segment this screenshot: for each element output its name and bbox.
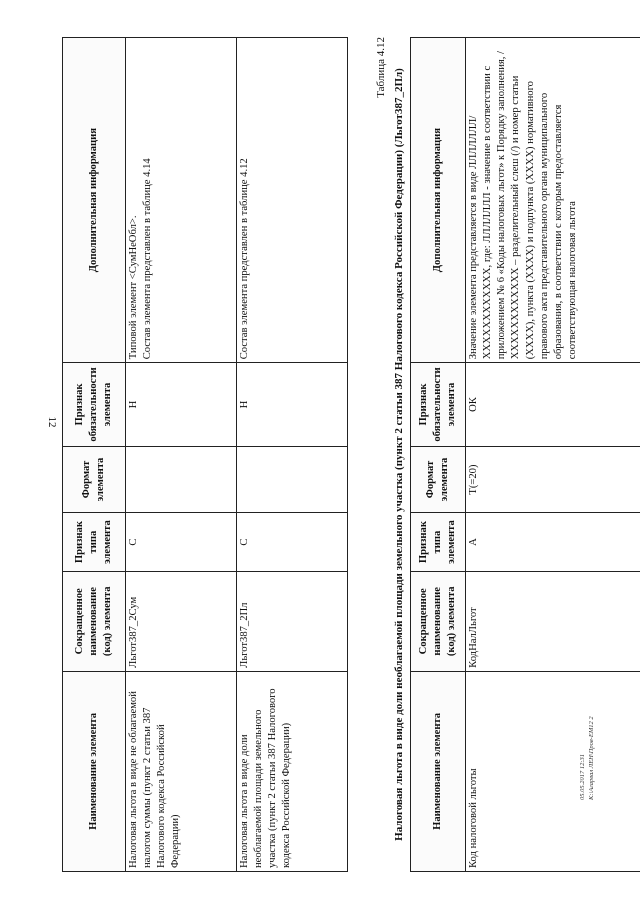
cell-name: Код налоговой льготы — [466, 671, 640, 871]
footer-timestamp: 05.05.2017 12:31 — [579, 753, 586, 800]
header-code: Сокращенное наименование (код) элемента — [411, 571, 466, 671]
table-header-row — [63, 38, 126, 872]
table-elements-top — [62, 37, 348, 872]
cell-name: Налоговая льгота в виде не облагаемой налогом суммы (пункт 2 статьи 387 Налогового кодекса Российской Федерации) — [126, 671, 237, 871]
header-name: Наименование элемента — [63, 671, 126, 871]
cell-info: Значение элемента представляется в виде ЛЛЛЛЛЛЛ/ХХХХХХХХХХХХ, где: ЛЛЛЛЛЛЛ - значение в соответствии с приложением № 6 «Коды налоговых льгот» к Порядку заполнения, /ХХХХХХХХХХХХ – разделительный слеш (/) и номер статьи (ХХХХ), пункта (ХХХХ) и подпункта (ХХХХ) нормативного правового акта представительного органа муниципального образования, в соответствии с которым предоставляется соответствующая налоговая льгота — [466, 38, 640, 363]
header-type: Признак типа элемента — [63, 513, 126, 571]
cell-type: С — [237, 513, 348, 571]
cell-required: ОК — [466, 363, 640, 446]
header-format: Формат элемента — [63, 446, 126, 513]
cell-required: Н — [126, 363, 237, 446]
cell-code: КодНалЛьгот — [466, 571, 640, 671]
cell-format — [126, 446, 237, 513]
table-row — [126, 38, 237, 872]
cell-format: T(=20) — [466, 446, 640, 513]
cell-info — [126, 38, 237, 363]
header-required: Признак обязательности элемента — [63, 363, 126, 446]
table-elements-4-12 — [410, 37, 640, 872]
header-info: Дополнительная информация — [411, 38, 466, 363]
page-number: 12 — [46, 416, 58, 428]
info-line: Состав элемента представлен в таблице 4.14 — [142, 158, 154, 360]
cell-name: Налоговая льгота в виде доли необлагаемой площади земельного участка (пункт 2 статьи 387 Налогового кодекса Российской Федерации) — [237, 671, 348, 871]
info-line: Состав элемента представлен в таблице 4.12 — [239, 158, 250, 360]
cell-type: С — [126, 513, 237, 571]
info-line: Типовой элемент <СумНеОбл>. — [128, 215, 139, 360]
header-name: Наименование элемента — [411, 671, 466, 871]
document-footer — [578, 688, 596, 800]
footer-file-path: K:\Агарвал ЛЕН\Пров-ЕМ12 2 — [588, 716, 596, 800]
rotated-page-content — [62, 37, 577, 872]
table-header-row — [411, 38, 466, 872]
cell-type: А — [466, 513, 640, 571]
header-required: Признак обязательности элемента — [411, 363, 466, 446]
cell-info — [237, 38, 348, 363]
cell-required: Н — [237, 363, 348, 446]
table-label: Таблица 4.12 — [375, 37, 387, 98]
cell-code: Льгот387_2Пл — [237, 571, 348, 671]
header-info: Дополнительная информация — [63, 38, 126, 363]
header-code: Сокращенное наименование (код) элемента — [63, 571, 126, 671]
table-row — [466, 38, 640, 872]
table-title: Налоговая льгота в виде доли необлагаемой площади земельного участка (пункт 2 статьи 387 Налогового кодекса Российской Федерации) (Льгот387_2Пл) — [392, 68, 405, 841]
header-type: Признак типа элемента — [411, 513, 466, 571]
cell-format — [237, 446, 348, 513]
cell-code: Льгот387_2Сум — [126, 571, 237, 671]
table-row — [237, 38, 348, 872]
header-format: Формат элемента — [411, 446, 466, 513]
